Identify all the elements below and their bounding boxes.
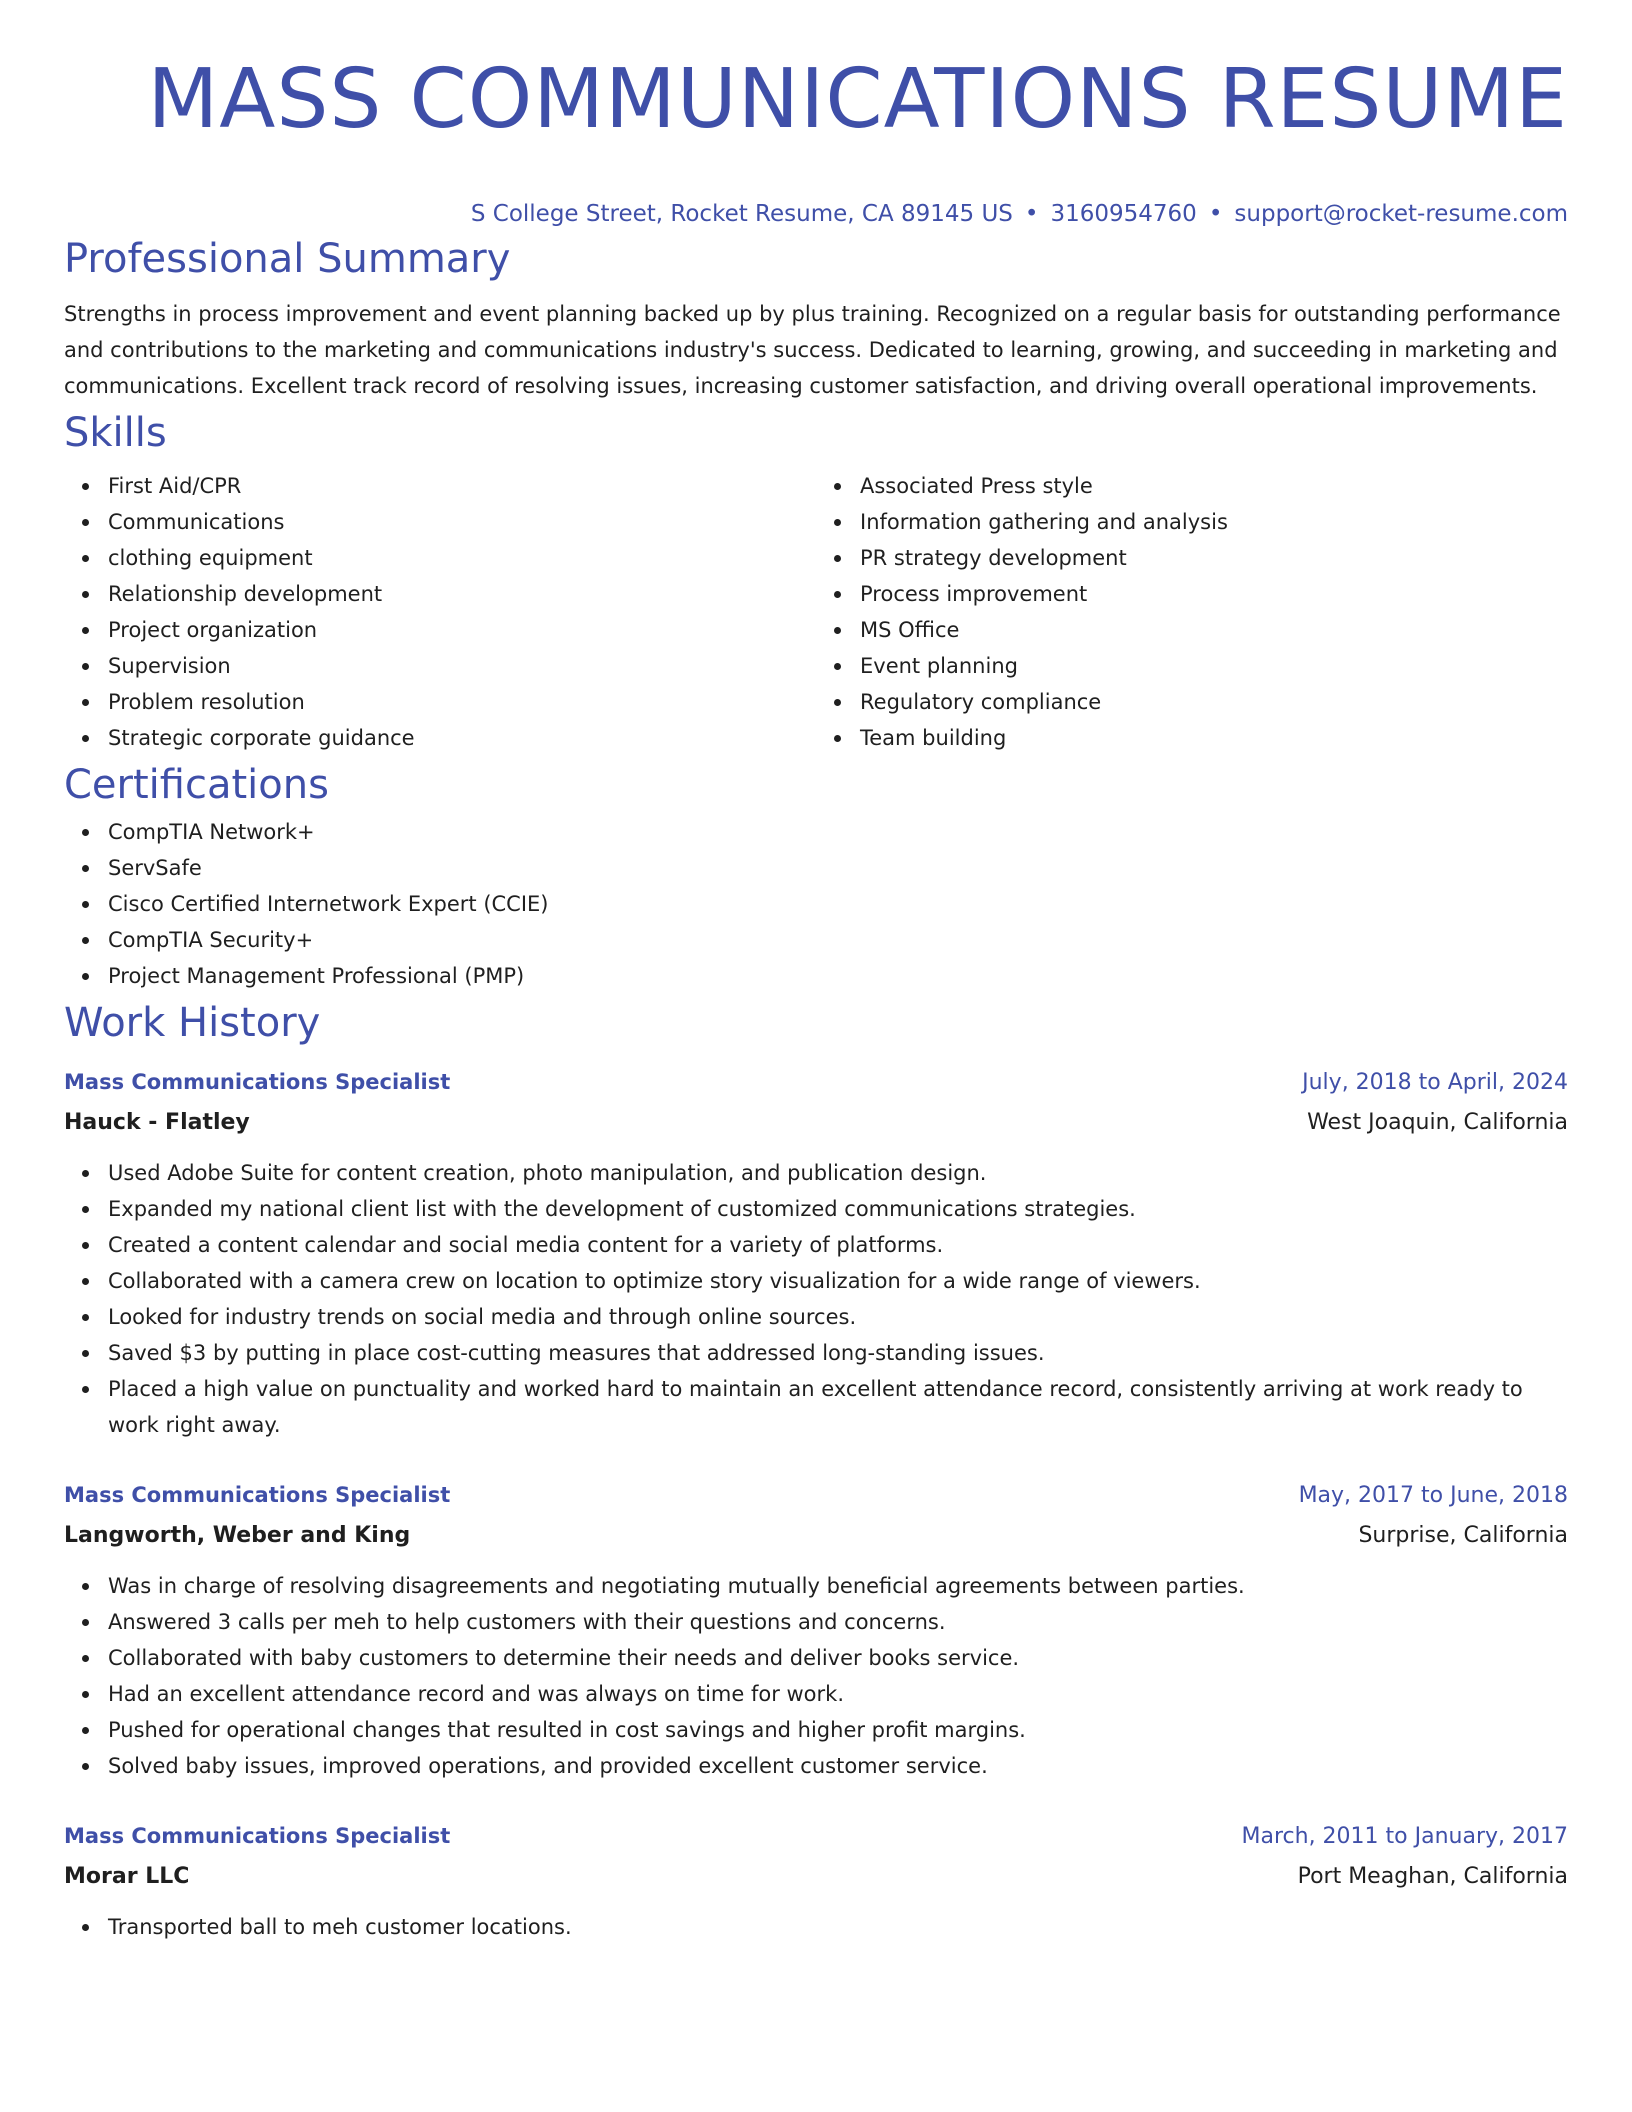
job-title-row [64, 1475, 1568, 1516]
list-item: Collaborated with baby customers to determine their needs and deliver books service. [108, 1640, 1568, 1676]
job-entry [64, 1816, 1568, 1945]
job-bullets [64, 1155, 1568, 1443]
list-item: Relationship development [108, 576, 816, 612]
list-item: CompTIA Security+ [108, 922, 1568, 958]
contact-separator: • [1024, 201, 1039, 227]
contact-phone: 3160954760 [1050, 201, 1197, 227]
job-title-row [64, 1816, 1568, 1857]
list-item: Pushed for operational changes that resulted in cost savings and higher profit margins. [108, 1712, 1568, 1748]
contact-separator: • [1208, 201, 1223, 227]
skills-list-right [816, 468, 1568, 756]
contact-email: support@rocket-resume.com [1234, 201, 1568, 227]
list-item: Had an excellent attendance record and was always on time for work. [108, 1676, 1568, 1712]
job-role: Mass Communications Specialist [64, 1483, 451, 1507]
job-company-row [64, 1103, 1568, 1143]
job-role: Mass Communications Specialist [64, 1824, 451, 1848]
skills-columns [64, 468, 1568, 756]
list-item: Project Management Professional (PMP) [108, 958, 1568, 994]
summary-text: Strengths in process improvement and event planning backed up by plus training. Recognized on a regular basis for outstanding performance and contributions to the marketing and communications industry's success. Dedicated to learning, growing, and succeeding in marketing and communications. Excellent track record of resolving issues, increasing customer satisfaction, and driving overall operational improvements. [64, 302, 1561, 398]
job-bullets [64, 1909, 1568, 1945]
job-company: Langworth, Weber and King [64, 1523, 411, 1548]
list-item: clothing equipment [108, 540, 816, 576]
job-company: Hauck - Flatley [64, 1110, 250, 1135]
resume-page [64, 40, 1568, 1945]
list-item: MS Office [860, 612, 1568, 648]
list-item: Looked for industry trends on social media and through online sources. [108, 1299, 1568, 1335]
contact-address: S College Street, Rocket Resume, CA 89145 US [470, 201, 1013, 227]
skills-heading: Skills [64, 410, 167, 456]
work-history-heading: Work History [64, 1000, 321, 1046]
list-item: CompTIA Network+ [108, 814, 1568, 850]
list-item: Created a content calendar and social media content for a variety of platforms. [108, 1227, 1568, 1263]
job-location: West Joaquin, California [1307, 1110, 1568, 1135]
list-item: Placed a high value on punctuality and worked hard to maintain an excellent attendance record, consistently arriving at work ready to work right away. [108, 1371, 1568, 1443]
job-dates: May, 2017 to June, 2018 [1298, 1483, 1568, 1508]
list-item: Solved baby issues, improved operations, and provided excellent customer service. [108, 1748, 1568, 1784]
job-company-row [64, 1857, 1568, 1897]
job-company: Morar LLC [64, 1864, 190, 1889]
resume-title: MASS COMMUNICATIONS RESUME [147, 52, 1568, 147]
list-item: Used Adobe Suite for content creation, photo manipulation, and publication design. [108, 1155, 1568, 1191]
certifications-list [64, 814, 1568, 994]
list-item: Supervision [108, 648, 816, 684]
job-bullets [64, 1568, 1568, 1784]
list-item: Project organization [108, 612, 816, 648]
list-item: Transported ball to meh customer locations. [108, 1909, 1568, 1945]
list-item: Collaborated with a camera crew on location to optimize story visualization for a wide range of viewers. [108, 1263, 1568, 1299]
list-item: Associated Press style [860, 468, 1568, 504]
job-role: Mass Communications Specialist [64, 1070, 451, 1094]
list-item: Team building [860, 720, 1568, 756]
list-item: Was in charge of resolving disagreements and negotiating mutually beneficial agreements between parties. [108, 1568, 1568, 1604]
list-item: Cisco Certified Internetwork Expert (CCIE) [108, 886, 1568, 922]
list-item: Event planning [860, 648, 1568, 684]
list-item: Process improvement [860, 576, 1568, 612]
list-item: Strategic corporate guidance [108, 720, 816, 756]
list-item: Answered 3 calls per meh to help customers with their questions and concerns. [108, 1604, 1568, 1640]
skills-list-left [64, 468, 816, 756]
list-item: Information gathering and analysis [860, 504, 1568, 540]
list-item: Regulatory compliance [860, 684, 1568, 720]
list-item: ServSafe [108, 850, 1568, 886]
certifications-heading: Certifications [64, 762, 329, 808]
summary-heading: Professional Summary [64, 236, 511, 282]
list-item: First Aid/CPR [108, 468, 816, 504]
job-title-row [64, 1062, 1568, 1103]
job-dates: March, 2011 to January, 2017 [1241, 1824, 1568, 1849]
job-company-row [64, 1516, 1568, 1556]
list-item: Problem resolution [108, 684, 816, 720]
job-location: Surprise, California [1358, 1523, 1568, 1548]
list-item: PR strategy development [860, 540, 1568, 576]
job-entry [64, 1062, 1568, 1443]
job-entry [64, 1475, 1568, 1784]
job-location: Port Meaghan, California [1297, 1864, 1568, 1889]
contact-line [64, 198, 1568, 230]
job-dates: July, 2018 to April, 2024 [1302, 1070, 1568, 1095]
list-item: Saved $3 by putting in place cost-cutting measures that addressed long-standing issues. [108, 1335, 1568, 1371]
list-item: Expanded my national client list with the development of customized communications strategies. [108, 1191, 1568, 1227]
work-history-list [64, 1062, 1568, 1945]
list-item: Communications [108, 504, 816, 540]
